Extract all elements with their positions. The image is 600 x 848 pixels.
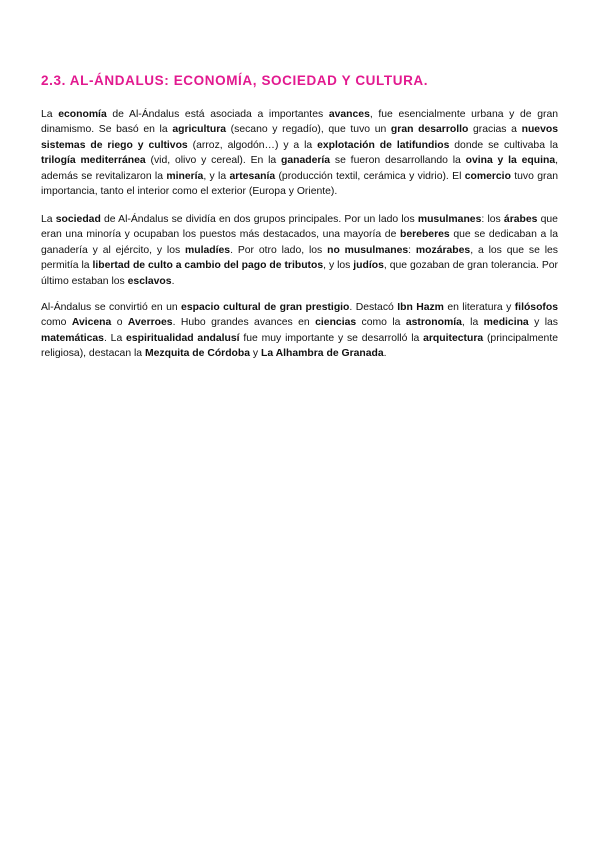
text-run: , y los — [323, 260, 354, 272]
bold-term: artesanía — [229, 170, 276, 182]
bold-term: ovina y la equina — [465, 155, 556, 167]
bold-term: muladíes — [185, 244, 231, 256]
text-run: . La — [103, 332, 127, 344]
text-run: La — [41, 214, 56, 225]
text-run: La — [41, 109, 59, 120]
text-run: se fueron desarrollando la — [330, 155, 466, 167]
text-run: como — [41, 317, 72, 329]
text-run: tuvo gran importancia, tanto el interior como el exterior (Europa y Oriente). — [41, 170, 559, 198]
paragraph-society — [41, 212, 558, 289]
text-run: (vid, olivo y cereal). En la — [145, 155, 281, 167]
text-run: . Por otro lado, los — [230, 244, 328, 256]
bold-term: mozárabes — [415, 244, 471, 256]
bold-term: musulmanes — [417, 214, 482, 225]
bold-term: explotación de latifundios — [317, 139, 450, 151]
bold-term: arquitectura — [423, 332, 484, 344]
bold-term: nuevos sistemas de riego y cultivos — [41, 124, 558, 151]
text-run: (producción textil, cerámica y vidrio). El — [275, 170, 465, 182]
text-run: de Al-Ándalus está asociada a importantes — [106, 109, 329, 120]
text-run: en literatura y — [443, 302, 515, 313]
paragraph-economy — [41, 107, 558, 199]
bold-term: Avicena — [71, 317, 112, 329]
paragraph-culture — [41, 300, 558, 362]
text-run: (arroz, algodón…) y a la — [187, 139, 318, 151]
bold-term: espacio cultural de gran prestigio — [181, 302, 350, 313]
bold-term: Averroes — [127, 317, 173, 329]
bold-term: Ibn Hazm — [397, 302, 444, 313]
text-run: gracias a — [468, 124, 522, 136]
bold-term: ciencias — [315, 317, 357, 329]
section-heading: 2.3. AL-ÁNDALUS: ECONOMÍA, SOCIEDAD Y CULTURA. — [41, 73, 429, 88]
text-run: : — [408, 244, 416, 256]
text-run: , además se revitalizaron la — [41, 155, 558, 182]
bold-term: árabes — [503, 214, 538, 225]
bold-term: filósofos — [514, 302, 559, 313]
text-run: y las — [528, 317, 559, 329]
bold-term: avances — [328, 109, 370, 120]
bold-term: esclavos — [127, 275, 172, 287]
text-run: . — [171, 275, 175, 287]
bold-term: minería — [166, 170, 204, 182]
text-run: fue muy importante y se desarrolló la — [239, 332, 424, 344]
bold-term: gran desarrollo — [390, 124, 469, 136]
bold-term: medicina — [483, 317, 529, 329]
text-run: : los — [481, 214, 504, 225]
bold-term: bereberes — [400, 229, 450, 241]
bold-term: astronomía — [405, 317, 462, 329]
bold-term: comercio — [464, 170, 511, 182]
bold-term: agricultura — [172, 124, 227, 136]
text-run: Al-Ándalus se convirtió en un — [41, 302, 182, 313]
text-run: . Destacó — [349, 302, 398, 313]
text-run: de Al-Ándalus se dividía en dos grupos principales. Por un lado los — [100, 214, 418, 225]
bold-term: judíos — [353, 260, 384, 272]
bold-term: no musulmanes — [327, 244, 409, 256]
text-run: o — [111, 317, 128, 329]
text-run: , la — [461, 317, 484, 329]
bold-term: libertad de culto a cambio del pago de tributos — [92, 260, 324, 272]
bold-term: ganadería — [281, 155, 331, 167]
bold-term: espiritualidad andalusí — [126, 332, 240, 344]
text-run: , fue esencialmente urbana y de gran dinamismo. Se basó en la — [41, 109, 558, 136]
bold-term: sociedad — [55, 214, 101, 225]
text-run: como la — [356, 317, 406, 329]
bold-term: matemáticas — [41, 332, 104, 344]
bold-term: trilogía mediterránea — [41, 155, 146, 167]
text-run: . — [383, 348, 387, 360]
text-run: . Hubo grandes avances en — [172, 317, 316, 329]
text-run: que se dedicaban a la ganadería y al ejército, y los — [41, 229, 558, 256]
text-run: que eran una minoría y ocupaban los puestos más destacados, una mayoría de — [41, 214, 558, 241]
bold-term: Mezquita de Córdoba — [144, 348, 251, 360]
text-run: donde se cultivaba la — [449, 139, 558, 151]
text-run: (principalmente religiosa), destacan la — [41, 332, 559, 360]
bold-term: economía — [58, 109, 107, 120]
text-run: , y la — [203, 170, 230, 182]
text-run: y — [250, 348, 262, 360]
text-run: , que gozaban de gran tolerancia. Por último estaban los — [41, 260, 558, 287]
text-run: (secano y regadío), que tuvo un — [226, 124, 391, 136]
text-run: , a los que se les permitía la — [41, 244, 558, 272]
bold-term: La Alhambra de Granada — [261, 348, 384, 360]
